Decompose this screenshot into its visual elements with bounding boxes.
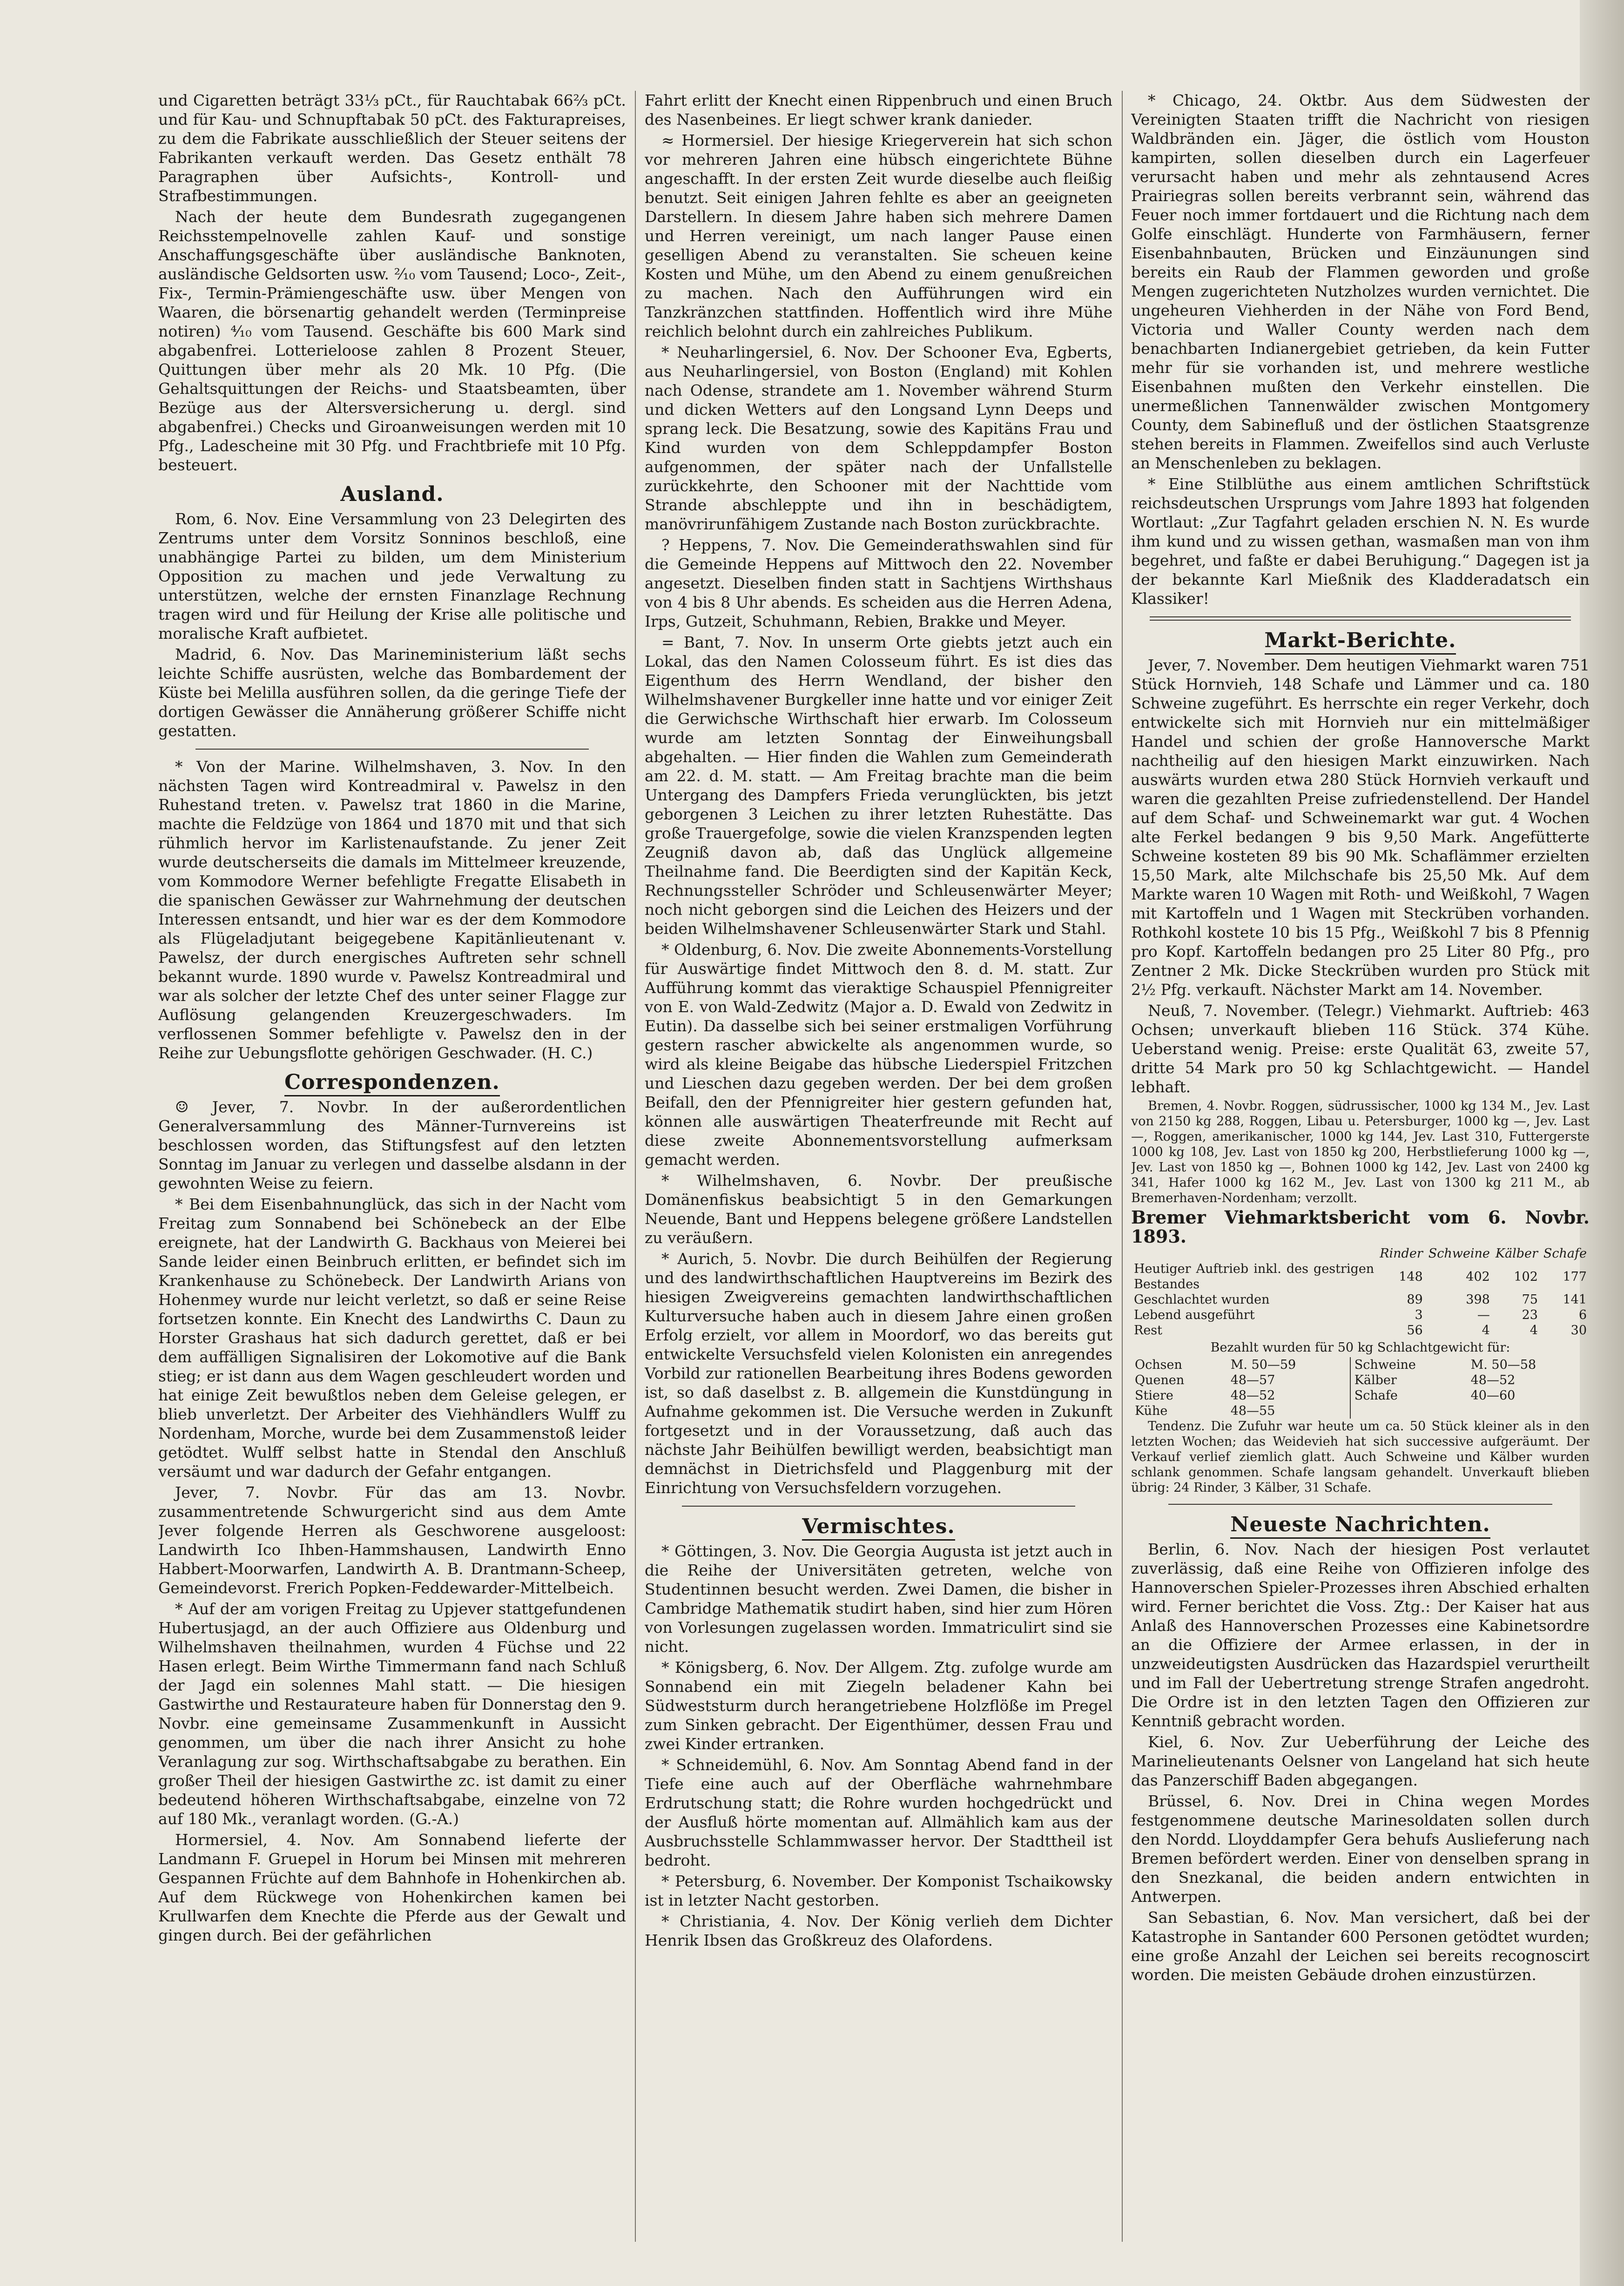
article-bant: = Bant, 7. Nov. In unserm Orte giebts jetzt auch ein Lokal, das den Namen Colosseum führt. Es ist dies das Eigenthum des Herrn Wendland, der bisher den Wilhelmshavener Burgkeller inne hatte und vor einiger Zeit die Gerwichsche Wirthschaft hier erwarb. Im Colosseum wurde am letzten Sonntag der Einweihungsball abgehalten. — Hier finden die Wahlen zum Gemeinderath am 22. d. M. statt. — Am Freitag brachte man die beim Untergang des Dampfers Frieda verunglückten, bis jetzt geborgenen 3 Leichen zu ihrer letzten Ruhestätte. Das große Trauergefolge, sowie die vielen Kranzspenden legten Zeugniß davon ab, daß das Unglück allgemeine Theilnahme fand. Die Beerdigten sind der Kapitän Keck, Rechnungssteller Schröder und Schleusenwärter Meyer; noch nicht geborgen sind die Leichen des Heizers und der beiden Wilhelmshavener Schleusenwärter Stark und Stahl. xyxy=(645,633,1112,938)
table-cell: Kühe xyxy=(1135,1404,1168,1418)
table-cell: Geschlachtet wurden xyxy=(1134,1292,1270,1307)
section-heading-vermischtes xyxy=(645,1517,1112,1536)
article-hormersiel-unfall: Hormersiel, 4. Nov. Am Sonnabend lieferte der Landmann F. Gruepel in Horum bei Minsen mit mehreren Gespannen Früchte auf dem Bahnhofe in Hohenkirchen ab. Auf dem Rückwege von Hohenkirchen kamen bei Krullwarfen dem Knechte die Pferde aus der Gewalt und gingen durch. Bei der gefährlichen xyxy=(158,1831,626,1944)
article-tabaksteuer: und Cigaretten beträgt 33⅓ pCt., für Rauchtabak 66⅔ pCt. und für Kau- und Schnupftabak 50 pCt. des Fakturapreises, zu dem die Fabrikate ausschließlich der Steuer seitens der Fabrikanten verkauft werden. Das Gesetz enthält 78 Paragraphen über Aufsichts-, Kontroll- und Strafbestimmungen. xyxy=(158,91,626,205)
table-cell: 89 xyxy=(1407,1292,1423,1307)
table-row xyxy=(1131,1323,1590,1338)
table-cell: 3 xyxy=(1415,1308,1423,1322)
report-neuss: Neuß, 7. November. (Telegr.) Viehmarkt. Auftrieb: 463 Ochsen; unverkauft blieben 116 Stück. 374 Kühe. Ueberstand wenig. Preise: erste Qualität 63, zweite 57, dritte 54 Mark pro 50 kg Schlachtgewicht. — Handel lebhaft. xyxy=(1131,1001,1590,1096)
table-row xyxy=(1131,1403,1590,1419)
section-heading-ausland: Ausland. xyxy=(340,482,444,506)
table-row xyxy=(1131,1307,1590,1323)
article-hormersiel-kriegerverein: ≈ Hormersiel. Der hiesige Kriegerverein hat sich schon vor mehreren Jahren eine hübsch eingerichtete Bühne angeschafft. In der ersten Zeit wurde dieselbe auch fleißig benutzt. Seit einigen Jahren fehlte es aber an geeigneten Darstellern. In diesem Jahre haben sich mehrere Damen und Herren vereinigt, um nach langer Pause einen geselligen Abend zu veranstalten. Sie scheuen keine Kosten und Mühe, um den Abend zu einem genußreichen zu machen. Nach den Aufführungen wird ein Tanzkränzchen stattfinden. Hoffentlich wird ihre Mühe reichlich belohnt durch ein zahlreiches Publikum. xyxy=(645,131,1112,340)
table-cell: Heutiger Auftrieb inkl. des gestrigen Bestandes xyxy=(1134,1262,1375,1292)
cattle-prices-table xyxy=(1131,1357,1590,1419)
table-cell: 4 xyxy=(1530,1323,1538,1338)
table-row xyxy=(1131,1261,1590,1292)
article-petersburg: * Petersburg, 6. November. Der Komponist Tschaikowsky ist in letzter Nacht gestorben. xyxy=(645,1872,1112,1909)
section-heading-markt-berichte xyxy=(1131,631,1590,650)
table-cell: 141 xyxy=(1563,1292,1587,1307)
newspaper-columns xyxy=(158,91,1590,2242)
table-header-cell: Schweine xyxy=(1428,1246,1490,1261)
article-schneidemuehl: * Schneidemühl, 6. Nov. Am Sonntag Abend fand in der Tiefe eine auch auf der Oberfläche wahrnehmbare Erdrutschung statt; die Rohre wurden hochgedrückt und der Ausfluß hörte momentan auf. Allmählich kam aus der Ausbruchsstelle Schlammwasser hervor. Der Stadttheil ist bedroht. xyxy=(645,1756,1112,1869)
article-aurich: * Aurich, 5. Novbr. Die durch Beihülfen der Regierung und des landwirthschaftlichen Hauptvereins im Bezirk des hiesigen Zweigvereins gemachten landwirthschaftlichen Kulturversuche haben auch in diesem Jahre einen großen Erfolg erzielt, vor allem in Moordorf, wo das bereits gut entwickelte Versuchsfeld vielen Kolonisten ein anregendes Vorbild zur rationellen Bearbeitung ihres Bodens geworden ist, so daß daselbst z. B. allgemein die Kunstdüngung in Aufnahme gekommen ist. Die Versuche werden in Zukunft fortgesetzt und in der Voraussetzung, daß auch das nächste Jahr Beihülfen bewilligt werden, beabsichtigt man demnächst in Dietrichsfeld und Plaggenburg mit der Einrichtung von Versuchsfeldern vorzugehen. xyxy=(645,1250,1112,1497)
table-cell: 56 xyxy=(1407,1323,1423,1338)
table-cell: Ochsen xyxy=(1135,1358,1182,1372)
separator xyxy=(682,1506,1075,1507)
column-3 xyxy=(1131,91,1590,2242)
article-jever-schwurgericht: Jever, 7. Novbr. Für das am 13. Novbr. zusammentretende Schwurgericht sind aus dem Amte Jever folgende Herren als Geschworene ausgeloost: Landwirth Ico Ihben-Hammshausen, Landwirth Enno Habbert-Moorwarfen, Landwirth A. B. Drantmann-Scheep, Gemeindevorst. Frerich Popken-Feddewarder-Mittelbeich. xyxy=(158,1483,626,1597)
table-header-cell: Rinder xyxy=(1380,1246,1423,1261)
table-cell: 23 xyxy=(1522,1308,1538,1322)
table-header-row xyxy=(1131,1246,1590,1261)
article-stilbluethe: * Eine Stilblüthe aus einem amtlichen Schriftstück reichsdeutschen Ursprungs vom Jahre 1893 hat folgenden Wortlaut: „Zur Tagfahrt geladen erschien N. N. Es wurde ihm kund und zu wissen gethan, wasmaßen man von ihm begehret, und faßte er dabei Beruhigung.“ Dagegen ist ja der bekannte Karl Mießnik des Kladderadatsch ein Klassiker! xyxy=(1131,475,1590,608)
section-heading-neueste-nachrichten xyxy=(1131,1515,1590,1534)
table-cell: M. 50—59 xyxy=(1230,1358,1296,1372)
news-berlin: Berlin, 6. Nov. Nach der hiesigen Post verlautet zuverlässig, daß eine Reihe von Offizieren infolge des Hannoverschen Spieler-Prozesses ihren Abschied erhalten wird. Ferner berichtet die Voss. Ztg.: Der Kaiser hat aus Anlaß des Hannoverschen Prozesses eine Kabinetsordre an die Offiziere der Armee erlassen, in der in unzweideutigsten Ausdrücken das Hazardspiel verurtheilt und im Fall der Uebertretung strenge Strafen angedroht. Die Ordre ist in den letzten Tagen den Offizieren zur Kenntniß gebracht worden. xyxy=(1131,1540,1590,1730)
article-madrid: Madrid, 6. Nov. Das Marineministerium läßt sechs leichte Schiffe ausrüsten, welche das Bombardement der Küste bei Melilla ausführen sollen, da die geringe Tiefe der dortigen Gewässer die Annäherung größerer Schiffe nicht gestatten. xyxy=(158,645,626,740)
separator xyxy=(1168,1504,1552,1505)
table-cell: Stiere xyxy=(1135,1388,1173,1403)
news-kiel: Kiel, 6. Nov. Zur Ueberführung der Leiche des Marinelieutenants Oelsner von Langeland hat sich heute das Panzerschiff Baden abgegangen. xyxy=(1131,1733,1590,1789)
table-cell: Schweine xyxy=(1350,1357,1467,1373)
table-cell: 177 xyxy=(1563,1269,1587,1284)
table-row xyxy=(1131,1292,1590,1307)
column-rule xyxy=(635,91,636,2242)
column-rule xyxy=(1122,91,1123,2242)
table-cell: 48—55 xyxy=(1230,1404,1275,1418)
section-heading-correspondenzen xyxy=(158,1070,626,1094)
table-cell xyxy=(1350,1403,1467,1419)
table-row xyxy=(1131,1357,1590,1373)
article-wilhelmshaven: * Wilhelmshaven, 6. Novbr. Der preußische Domänenfiskus beabsichtigt 5 in den Gemarkungen Neuende, Bant und Heppens belegene größere Landstellen zu veräußern. xyxy=(645,1171,1112,1247)
table-header-cell: Kälber xyxy=(1495,1246,1538,1261)
prices-title: Bezahlt wurden für 50 kg Schlachtgewicht für: xyxy=(1210,1340,1510,1355)
article-koenigsberg: * Königsberg, 6. Nov. Der Allgem. Ztg. zufolge wurde am Sonnabend ein mit Ziegeln beladener Kahn bei Südweststurm durch herangetriebene Holzflöße im Pregel zum Sinken gebracht. Der Eigenthümer, dessen Frau und zwei Kinder ertranken. xyxy=(645,1658,1112,1753)
table-cell: Lebend ausgeführt xyxy=(1134,1308,1255,1322)
cattle-count-table xyxy=(1131,1246,1590,1338)
section-heading-text: Vermischtes. xyxy=(802,1515,955,1541)
table-header-cell: Schafe xyxy=(1543,1246,1587,1261)
table-cell: 75 xyxy=(1522,1292,1538,1307)
table-cell: 148 xyxy=(1399,1269,1423,1284)
table-cell: — xyxy=(1477,1308,1490,1322)
table-cell: 30 xyxy=(1570,1323,1587,1338)
news-san-sebastian: San Sebastian, 6. Nov. Man versichert, daß bei der Katastrophe in Santander 600 Personen getödtet wurden; eine große Anzahl der Leichen sei bereits recognoscirt worden. Die meisten Gebäude drohen einzustürzen. xyxy=(1131,1908,1590,1984)
article-jever-turnverein: ☺ Jever, 7. Novbr. In der außerordentlichen Generalversammlung des Männer-Turnvereins ist beschlossen worden, das Stiftungsfest auf den letzten Sonntag im Januar zu verlegen und dasselbe alsdann in der gewohnten Weise zu feiern. xyxy=(158,1098,626,1192)
column-1 xyxy=(158,91,626,2242)
table-cell: 48—52 xyxy=(1230,1388,1275,1403)
article-hormersiel-continued: Fahrt erlitt der Knecht einen Rippenbruch und einen Bruch des Nasenbeines. Er liegt schwer krank danieder. xyxy=(645,91,1112,129)
column-2 xyxy=(645,91,1112,2242)
table-row xyxy=(1131,1373,1590,1388)
report-bremen-getreide: Bremen, 4. Novbr. Roggen, südrussischer, 1000 kg 134 M., Jev. Last von 2150 kg 288, Roggen, Libau u. Petersburger, 1000 kg —, Jev. Last —, Roggen, amerikanischer, 1000 kg 144, Jev. Last 310, Futtergerste 1000 kg 108, Jev. Last von 1850 kg 200, Herbstlieferung 1000 kg —, Jev. Last von 1850 kg —, Bohnen 1000 kg 142, Jev. Last von 2400 kg 341, Hafer 1000 kg 162 M., Jev. Last von 1300 kg 211 M., ab Bremerhaven-Nordenham; verzollt. xyxy=(1131,1099,1590,1205)
table-cell: 48—57 xyxy=(1230,1373,1275,1387)
table-cell: 4 xyxy=(1482,1323,1490,1338)
table-cell: Schafe xyxy=(1350,1388,1467,1403)
table-cell xyxy=(1467,1403,1590,1419)
separator xyxy=(195,749,589,750)
table-cell: 398 xyxy=(1466,1292,1490,1307)
table-cell: 40—60 xyxy=(1470,1388,1516,1403)
article-eisenbahnunglueck: * Bei dem Eisenbahnunglück, das sich in der Nacht vom Freitag zum Sonnabend bei Schönebeck an der Elbe ereignete, hat der Landwirth G. Backhaus von Meierei bei Sande leider einen Beinbruch erlitten, er befindet sich im Krankenhause zu Schönebeck. Der Landwirth Arians von Hohenmey wurde nur leicht verletzt, so daß er seine Reise fortsetzen konnte. Ein Knecht des Landwirths C. Daun zu Horster Grashaus hat sich dadurch gerettet, daß er bei dem auffälligen Signalisiren der Lokomotive auf die Bank stieg; er ist dann aus dem Wagen geschleudert worden und hat einige Zeit bewußtlos neben dem Geleise gelegen, er blieb unverletzt. Der Arbeiter des Viehhändlers Wulff zu Nordenham, Morche, wurde bei dem Zusammenstoß leider getödtet. Wulff selbst hatte in Stendal den Anschluß versäumt und war dadurch der Gefahr entgangen. xyxy=(158,1195,626,1481)
article-goettingen: * Göttingen, 3. Nov. Die Georgia Augusta ist jetzt auch in die Reihe der Universitäten getreten, welche von Studentinnen besucht werden. Zwei Damen, die bisher in Cambridge Mathematik studirt haben, sind hier zum Hören von Vorlesungen zugelassen worden. Immatriculirt sind sie nicht. xyxy=(645,1542,1112,1656)
separator xyxy=(1150,616,1571,621)
report-tendenz: Tendenz. Die Zufuhr war heute um ca. 50 Stück kleiner als in den letzten Wochen; das Weidevieh hat sich successive aufgeräumt. Der Verkauf verlief ziemlich glatt. Auch Schweine und Kälber wurden schlank genommen. Schafe langsam gehandelt. Unverkauft blieben übrig: 24 Rinder, 3 Kälber, 31 Schafe. xyxy=(1131,1419,1590,1495)
article-reichsstempelnovelle: Nach der heute dem Bundesrath zugegangenen Reichsstempelnovelle zahlen Kauf- und sonstige Anschaffungsgeschäfte über ausländische Banknoten, ausländische Geldsorten usw. ²⁄₁₀ vom Tausend; Loco-, Zeit-, Fix-, Termin-Prämiengeschäfte usw. über Mengen von Waaren, die börsenartig gehandelt werden (Terminpreise notiren) ⁴⁄₁₀ vom Tausend. Geschäfte bis 600 Mark sind abgabenfrei. Lotterieloose zahlen 8 Prozent Steuer, Quittungen über mehr als 20 Mk. 10 Pfg. (Die Gehaltsquittungen der Reichs- und Staatsbeamten, über Bezüge aus der Altersversicherung u. dergl. sind abgabenfrei.) Checks und Giroanweisungen werden mit 10 Pfg., Ladescheine mit 30 Pfg. und Frachtbriefe mit 10 Pfg. besteuert. xyxy=(158,208,626,474)
table-cell: 6 xyxy=(1578,1308,1587,1322)
table-cell: 402 xyxy=(1466,1269,1490,1284)
section-heading-text: Neueste Nachrichten. xyxy=(1230,1513,1490,1539)
table-header-cell xyxy=(1131,1246,1377,1261)
section-heading-text: Correspondenzen. xyxy=(284,1070,500,1096)
table-row xyxy=(1131,1388,1590,1403)
news-bruessel: Brüssel, 6. Nov. Drei in China wegen Mordes festgenommene deutsche Marinesoldaten sollen durch den Nordd. Lloyddampfer Gera behufs Auslieferung nach Bremen befördert werden. Einer von denselben sprang in den Snezkanal, die beiden andern entwichten in Antwerpen. xyxy=(1131,1792,1590,1906)
table-cell: Kälber xyxy=(1350,1373,1467,1388)
article-neuharlingersiel: * Neuharlingersiel, 6. Nov. Der Schooner Eva, Egberts, aus Neuharlingersiel, von Boston (England) mit Kohlen nach Odense, strandete am 1. November während Sturm und dicken Wetters auf den Longsand Lynn Deeps und sprang leck. Die Besatzung, sowie des Kapitäns Frau und Kind wurden von dem Schleppdampfer Boston aufgenommen, der später nach der Unfallstelle zurückkehrte, den Schooner mit der Nachttide vom Strande abschleppte und ihn in beschädigtem, manövrirunfähigem Zustande nach Boston zurückbrachte. xyxy=(645,343,1112,533)
article-heppens: ? Heppens, 7. Nov. Die Gemeinderathswahlen sind für die Gemeinde Heppens auf Mittwoch den 22. November angesetzt. Dieselben finden statt in Sachtjens Wirthshaus von 4 bis 8 Uhr abends. Es scheiden aus die Herren Adena, Irps, Gutzeit, Schuhmann, Rebien, Brakke und Meyer. xyxy=(645,536,1112,630)
table-cell: 102 xyxy=(1514,1269,1538,1284)
article-chicago: * Chicago, 24. Oktbr. Aus dem Südwesten der Vereinigten Staaten trifft die Nachricht von riesigen Waldbränden ein. Jäger, die östlich vom Houston kampirten, sollen dieselben durch ein Lagerfeuer verursacht haben und mehr als zehntausend Acres Prairiegras sollen bereits verbrannt sein, während das Feuer noch immer fortdauert und die Richtung nach dem Golfe einschlägt. Hunderte von Farmhäusern, ferner Eisenbahnbauten, Brücken und Einzäunungen sind bereits ein Raub der Flammen geworden und große Mengen zugerichteten Nutzholzes wurden vernichtet. Die ungeheuren Viehherden in der Nähe von Ford Bend, Victoria und Waller County werden nach dem benachbarten Indianergebiet getrieben, da kein Futter mehr für sie vorhanden ist, und mehrere westliche Eisenbahnen mußten den Verkehr einstellen. Die unermeßlichen Tannenwälder zwischen Montgomery County, dem Sabinefluß und der östlichen Staatsgrenze stehen bereits in Flammen. Zweifellos sind auch Verluste an Menschenleben zu beklagen. xyxy=(1131,91,1590,472)
table-cell: Rest xyxy=(1134,1323,1163,1338)
heading-bremer-viehmarktsbericht: Bremer Viehmarktsbericht vom 6. Novbr. 1893. xyxy=(1131,1207,1590,1247)
section-heading-text: Markt-Berichte. xyxy=(1265,629,1456,655)
table-cell: 48—52 xyxy=(1470,1373,1516,1387)
article-von-der-marine: * Von der Marine. Wilhelmshaven, 3. Nov. In den nächsten Tagen wird Kontreadmiral v. Pawelsz in den Ruhestand treten. v. Pawelsz trat 1860 in die Marine, machte die Feldzüge von 1864 und 1870 mit und that sich rühmlich hervor im Karlistenaufstande. Zu jener Zeit wurde deutscherseits die damals im Mittelmeer kreuzende, vom Kommodore Werner befehligte Fregatte Elisabeth in die spanischen Gewässer zur Wahrnehmung der deutschen Interessen entsandt, und hier war es der dem Kommodore als Flügeladjutant beigegebene Kapitänlieutenant v. Pawelsz, der durch energisches Auftreten sehr schnell bekannt wurde. 1890 wurde v. Pawelsz Kontreadmiral und war als solcher der letzte Chef des unter seiner Flagge zur Auflösung gelangenden Kreuzergeschwaders. Im verflossenen Sommer befehligte v. Pawelsz den in der Reihe zur Uebungsflotte gehörigen Geschwader. (H. C.) xyxy=(158,757,626,1062)
table-cell: Quenen xyxy=(1135,1373,1185,1387)
article-oldenburg: * Oldenburg, 6. Nov. Die zweite Abonnements-Vorstellung für Auswärtige findet Mittwoch den 8. d. M. statt. Zur Aufführung kommt das vieraktige Schauspiel Pfennigreiter von E. von Wald-Zedwitz (Major a. D. Ewald von Zedwitz in Eutin). Da dasselbe sich bei seiner erstmaligen Vorführung gestern rascher abwickelte als angenommen wurde, so wird als kleine Beigabe das hübsche Liederspiel Fritzchen und Lieschen dazu gegeben werden. Der bei dem großen Beifall, den der Pfennigreiter hier gestern gefunden hat, können alle auswärtigen Theaterfreunde mit Recht auf diese zweite Abonnementsvorstellung aufmerksam gemacht werden. xyxy=(645,940,1112,1169)
article-rom: Rom, 6. Nov. Eine Versammlung von 23 Delegirten des Zentrums unter dem Vorsitz Sonninos beschloß, eine unabhängige Partei zu bilden, um dem Ministerium Opposition zu machen und jede Verwaltung zu unterstützen, welche der ernsten Finanzlage Rechnung tragen wird und für Heilung der Krise alle politische und moralische Kraft aufbietet. xyxy=(158,510,626,643)
article-hubertusjagd: * Auf der am vorigen Freitag zu Upjever stattgefundenen Hubertusjagd, an der auch Offiziere aus Oldenburg und Wilhelmshaven theilnahmen, wurden 4 Füchse und 22 Hasen erlegt. Beim Wirthe Timmermann fand nach Schluß der Jagd ein solennes Mahl statt. — Die hiesigen Gastwirthe und Restaurateure haben für Donnerstag den 9. Novbr. eine gemeinsame Zusammenkunft in Aussicht genommen, um über die nach ihrer Ansicht zu hohe Veranlagung zur sog. Wirthschaftsabgabe zu berathen. Ein großer Theil der hiesigen Gastwirthe zc. ist damit zu einer bedeutend höheren Wirthschaftsabgabe, einzelne von 72 auf 180 Mk., veranlagt worden. (G.-A.) xyxy=(158,1600,626,1828)
table-cell: M. 50—58 xyxy=(1470,1358,1536,1372)
report-jever-viehmarkt: Jever, 7. November. Dem heutigen Viehmarkt waren 751 Stück Hornvieh, 148 Schafe und Lämmer und ca. 180 Schweine zugeführt. Es herrschte ein reger Verkehr, doch entwickelte sich mit Hornvieh nur ein mittelmäßiger Handel und schien der große Hannoversche Markt nachtheilig auf den hiesigen Markt einzuwirken. Nach auswärts wurden etwa 280 Stück Hornvieh verkauft und waren die gezahlten Preise zufriedenstellend. Der Handel auf dem Schaf- und Schweinemarkt war gut. 4 Wochen alte Ferkel bedangen 9 bis 9,50 Mark. Angefütterte Schweine kosteten 89 bis 90 Mk. Schaflämmer erzielten 15,50 Mark, alte Milchschafe bis 25,50 Mk. Auf dem Markte waren 10 Wagen mit Roth- und Weißkohl, 7 Wagen mit Kartoffeln und 1 Wagen mit Steckrüben vorhanden. Rothkohl kostete 10 bis 15 Pfg., Weißkohl 7 bis 8 Pfennig pro Kopf. Kartoffeln bedangen pro 25 Liter 80 Pfg., pro Zentner 2 Mk. Dicke Steckrüben wurden pro Stück mit 2½ Pfg. verkauft. Nächster Markt am 14. November. xyxy=(1131,656,1590,999)
article-christiania: * Christiania, 4. Nov. Der König verlieh dem Dichter Henrik Ibsen das Großkreuz des Olafordens. xyxy=(645,1912,1112,1949)
